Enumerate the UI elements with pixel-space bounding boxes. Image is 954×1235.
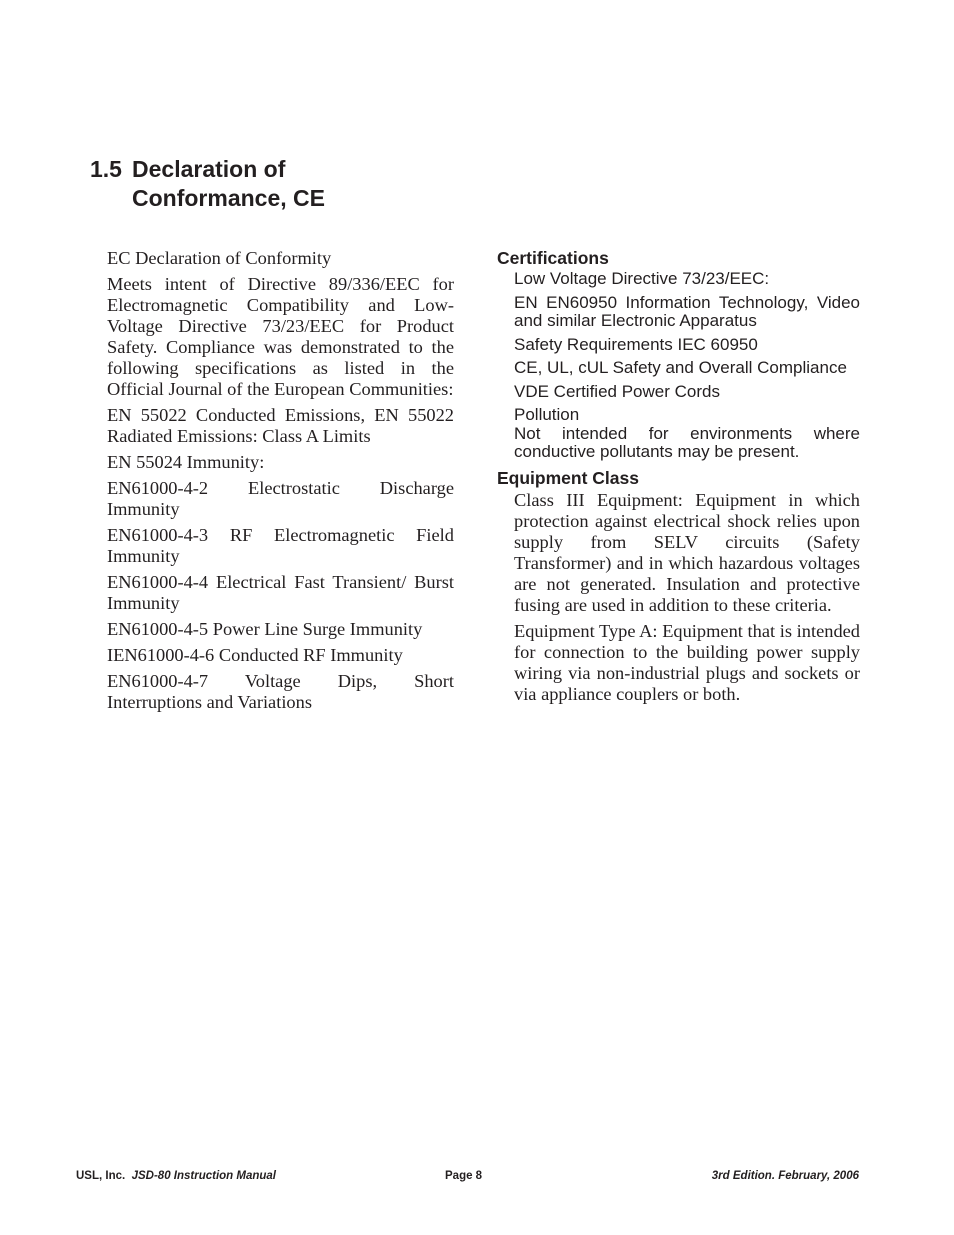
directive-paragraph: Meets intent of Directive 89/336/EEC for Electromagnetic Compatibility and Low-Voltage Directive 73/23/EEC for Product Safety. Compliance was demonstrated to the following specifications as listed in the Official Journal of the European Communities:: [107, 274, 454, 399]
footer-manual-title: JSD-80 Instruction Manual: [131, 1170, 277, 1182]
footer-page-number: Page 8: [445, 1170, 483, 1182]
pollution-text: Not intended for environments where conductive pollutants may be present.: [514, 423, 860, 461]
equipment-class-heading: Equipment Class: [497, 467, 639, 488]
footer-left: [76, 1170, 276, 1182]
ec-declaration-title: EC Declaration of Conformity: [107, 248, 332, 268]
certification-item: Low Voltage Directive 73/23/EEC:: [514, 269, 770, 288]
type-a-paragraph: Equipment Type A: Equipment that is intended for connection to the building power supply wiring via non-industrial plugs and sockets or via appliance couplers or both.: [514, 620, 860, 704]
footer-company: USL, Inc.: [76, 1170, 126, 1182]
spec-en61000-4-7: EN61000-4-7 Voltage Dips, Short Interruptions and Variations: [107, 671, 454, 712]
pollution-label: Pollution: [514, 405, 580, 424]
spec-en61000-4-2: EN61000-4-2 Electrostatic Discharge Immunity: [107, 478, 454, 519]
spec-en61000-4-5: EN61000-4-5 Power Line Surge Immunity: [107, 619, 423, 639]
certification-item: CE, UL, cUL Safety and Overall Compliance: [514, 358, 847, 377]
spec-en61000-4-4: EN61000-4-4 Electrical Fast Transient/ Burst Immunity: [107, 572, 454, 613]
section-heading: [90, 155, 490, 213]
spec-en55024: EN 55024 Immunity:: [107, 452, 265, 472]
class-iii-paragraph: Class III Equipment: Equipment in which protection against electrical shock relies upon supply from SELV circuits (Safety Transformer) and in which hazardous voltages are not generated. Insulation and protective fusing are used in addition to these criteria.: [514, 489, 860, 615]
left-column: [107, 248, 454, 718]
right-column: [497, 248, 860, 710]
section-number: 1.5: [90, 156, 122, 182]
section-title-line-2: Conformance, CE: [132, 185, 325, 211]
certification-item: EN EN60950 Information Technology, Video and similar Electronic Apparatus: [514, 292, 860, 330]
spec-en61000-4-3: EN61000-4-3 RF Electromagnetic Field Immunity: [107, 525, 454, 566]
spec-ien61000-4-6: IEN61000-4-6 Conducted RF Immunity: [107, 645, 403, 665]
page-footer: [76, 1170, 859, 1186]
certifications-heading: Certifications: [497, 248, 609, 268]
certification-item: Safety Requirements IEC 60950: [514, 334, 758, 354]
section-title-line-1: Declaration of: [132, 156, 286, 182]
spec-en55022: EN 55022 Conducted Emissions, EN 55022 Radiated Emissions: Class A Limits: [107, 405, 454, 446]
footer-edition: 3rd Edition. February, 2006: [711, 1170, 859, 1182]
certification-item: VDE Certified Power Cords: [514, 381, 720, 401]
